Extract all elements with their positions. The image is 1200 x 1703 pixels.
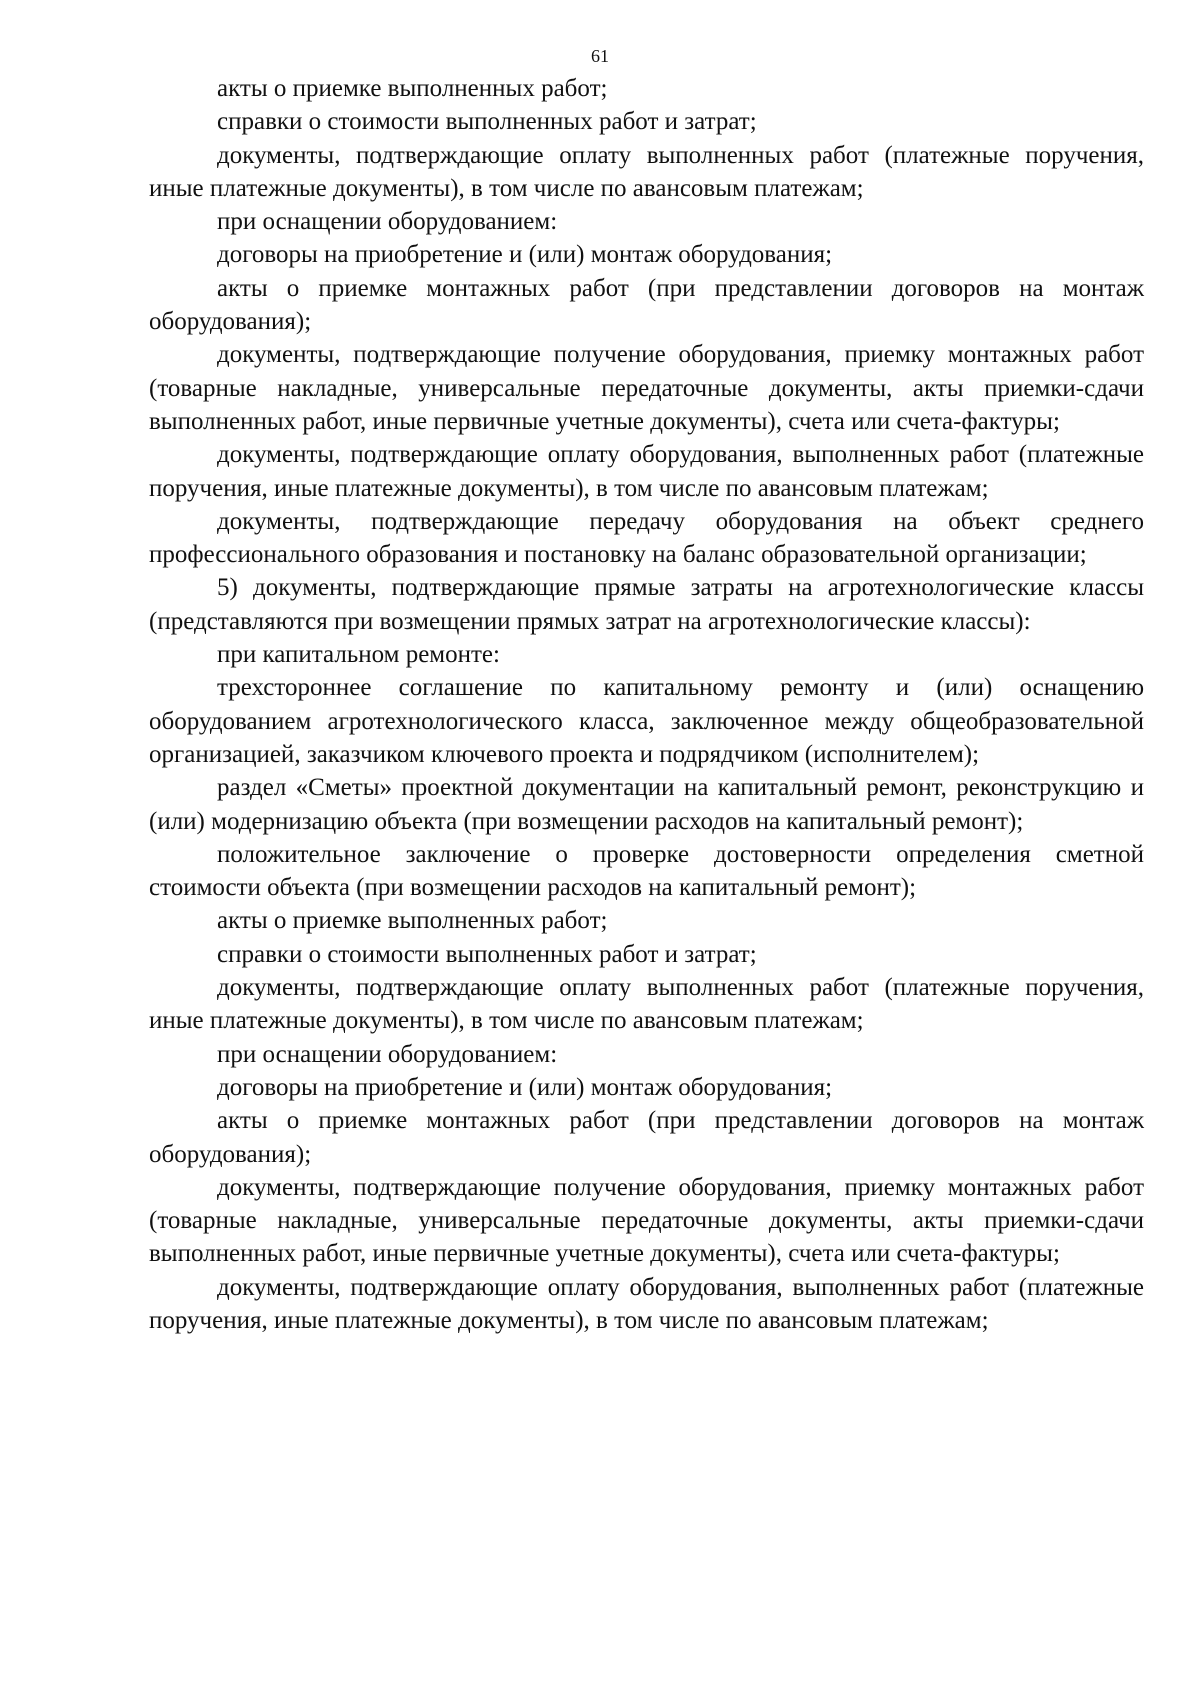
paragraph: документы, подтверждающие оплату оборудования, выполненных работ (платежные поручения, иные платежные документы), в том числе по авансовым платежам; — [149, 1273, 1144, 1334]
paragraph: договоры на приобретение и (или) монтаж оборудования; — [217, 241, 833, 269]
paragraph: акты о приемке монтажных работ (при представлении договоров на монтаж оборудования); — [149, 274, 1144, 336]
paragraph: справки о стоимости выполненных работ и затрат; — [217, 108, 757, 136]
paragraph: при оснащении оборудованием: — [217, 208, 558, 236]
paragraph: акты о приемке монтажных работ (при представлении договоров на монтаж оборудования); — [149, 1107, 1144, 1168]
paragraph: документы, подтверждающие передачу оборудования на объект среднего профессионального образования и постановку на баланс образовательной организации; — [149, 507, 1144, 569]
body-text — [149, 72, 1144, 1337]
paragraph: договоры на приобретение и (или) монтаж оборудования; — [217, 1073, 833, 1101]
paragraph: акты о приемке выполненных работ; — [217, 907, 608, 935]
paragraph: документы, подтверждающие оплату оборудования, выполненных работ (платежные поручения, иные платежные документы), в том числе по авансовым платежам; — [149, 441, 1144, 502]
paragraph: документы, подтверждающие получение оборудования, приемку монтажных работ (товарные накладные, универсальные передаточные документы, акты приемки-сдачи выполненных работ, иные первичные учетные документы), счета или счета-фактуры; — [149, 1173, 1144, 1268]
paragraph: акты о приемке выполненных работ; — [217, 75, 608, 102]
paragraph: положительное заключение о проверке достоверности определения сметной стоимости объекта (при возмещении расходов на капитальный ремонт); — [149, 840, 1144, 902]
paragraph: при капитальном ремонте: — [217, 641, 500, 669]
paragraph: справки о стоимости выполненных работ и затрат; — [217, 940, 757, 968]
paragraph: документы, подтверждающие получение оборудования, приемку монтажных работ (товарные накладные, универсальные передаточные документы, акты приемки-сдачи выполненных работ, иные первичные учетные документы), счета или счета-фактуры; — [149, 341, 1144, 435]
paragraph: при оснащении оборудованием: — [217, 1040, 558, 1068]
paragraph: трехстороннее соглашение по капитальному ремонту и (или) оснащению оборудованием агротехнологического класса, заключенное между общеобразовательной организацией, заказчиком ключевого проекта и подрядчиком (исполнителем); — [149, 674, 1144, 768]
paragraph: документы, подтверждающие оплату выполненных работ (платежные поручения, иные платежные документы), в том числе по авансовым платежам; — [149, 141, 1144, 202]
paragraph: документы, подтверждающие оплату выполненных работ (платежные поручения, иные платежные документы), в том числе по авансовым платежам; — [149, 974, 1144, 1035]
numbered-paragraph: 5) документы, подтверждающие прямые затраты на агротехнологические классы (представляются при возмещении прямых затрат на агротехнологические классы): — [149, 574, 1144, 635]
page-number: 61 — [591, 46, 609, 66]
paragraph: раздел «Сметы» проектной документации на капитальный ремонт, реконструкцию и (или) модернизацию объекта (при возмещении расходов на капитальный ремонт); — [149, 774, 1144, 835]
